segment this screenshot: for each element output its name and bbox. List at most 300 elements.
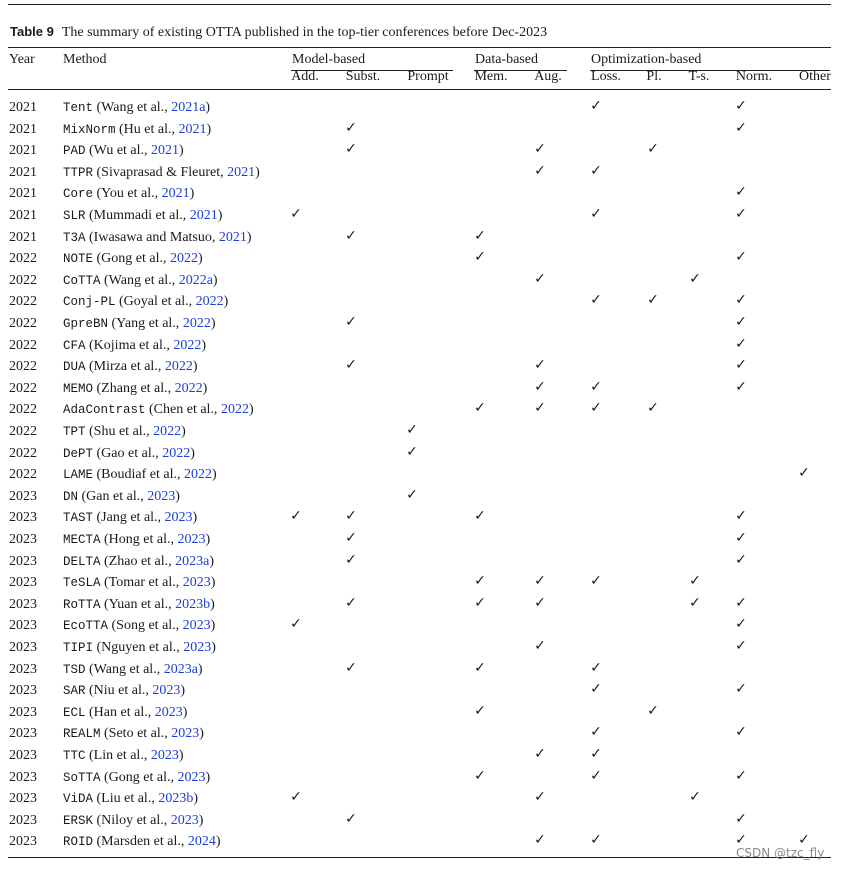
check-mark: ✓ (345, 810, 357, 827)
citation-year-link[interactable]: 2022 (170, 251, 198, 267)
citation-year-link[interactable]: 2023 (147, 488, 176, 504)
check-mark: ✓ (290, 789, 302, 806)
table-row (0, 530, 847, 551)
check-mark: ✓ (590, 659, 602, 676)
method-name: ECL (63, 705, 86, 720)
citation-authors: (Yuan et al., (100, 596, 176, 612)
check-mark: ✓ (735, 767, 747, 784)
method-name: MECTA (63, 533, 101, 547)
group-model-based: Model-based (292, 52, 366, 67)
citation-authors: (Tomar et al., (100, 575, 183, 591)
check-mark: ✓ (590, 724, 602, 741)
citation-year-link[interactable]: 2023 (182, 618, 211, 634)
group-optimization-based: Optimization-based (591, 52, 702, 67)
citation-close: ) (197, 661, 203, 677)
check-mark: ✓ (474, 508, 486, 525)
row-year: 2022 (9, 359, 37, 375)
check-mark: ✓ (735, 810, 747, 827)
citation-authors: (Kojima et al., (85, 337, 174, 353)
citation-authors: (Mirza et al., (85, 359, 165, 375)
citation-close: ) (179, 143, 184, 159)
row-method (63, 359, 197, 375)
citation-year-link[interactable]: 2022 (220, 402, 249, 418)
citation-close: ) (210, 316, 216, 331)
row-year: 2023 (9, 553, 37, 569)
check-mark: ✓ (406, 422, 418, 438)
check-mark: ✓ (345, 119, 357, 136)
citation-authors: (Liu et al., (93, 791, 159, 807)
citation-year-link[interactable]: 2022 (195, 294, 224, 310)
table-row (0, 292, 847, 313)
citation-close: ) (198, 812, 204, 828)
row-year: 2023 (9, 704, 37, 720)
check-mark: ✓ (735, 357, 747, 374)
citation-year-link[interactable]: 2021 (161, 186, 190, 202)
citation-close: ) (212, 467, 217, 483)
citation-close: ) (181, 424, 186, 439)
check-mark: ✓ (647, 400, 659, 417)
row-year: 2023 (9, 532, 37, 547)
citation-close: ) (180, 683, 186, 699)
citation-year-link[interactable]: 2021 (227, 164, 256, 180)
citation-authors: (Han et al., (85, 704, 155, 720)
citation-year-link[interactable]: 2023 (152, 683, 181, 699)
row-method (63, 683, 185, 699)
check-mark: ✓ (590, 206, 602, 222)
check-mark: ✓ (590, 378, 602, 395)
table-row (0, 336, 847, 357)
row-method (63, 251, 203, 267)
check-mark: ✓ (689, 270, 701, 287)
check-mark: ✓ (534, 594, 546, 611)
citation-close: ) (190, 445, 195, 461)
group-data-based: Data-based (475, 52, 538, 67)
subheader-prompt: Prompt (407, 69, 449, 84)
row-year: 2021 (9, 164, 37, 180)
check-mark: ✓ (590, 573, 602, 590)
citation-year-link[interactable]: 2023 (183, 640, 212, 655)
citation-close: ) (210, 575, 216, 591)
check-mark: ✓ (590, 746, 602, 762)
check-mark: ✓ (735, 508, 747, 525)
table-row (0, 638, 847, 659)
method-name: DN (63, 489, 79, 504)
row-method (63, 230, 252, 246)
watermark: CSDN @tzc_fly (736, 846, 825, 860)
citation-authors: (Niu et al., (85, 683, 153, 699)
top-rule (8, 4, 831, 5)
optimization-group-rule (590, 70, 830, 71)
check-mark: ✓ (345, 508, 357, 525)
check-mark: ✓ (590, 767, 602, 784)
citation-close: ) (202, 380, 208, 396)
check-mark: ✓ (735, 206, 747, 222)
check-mark: ✓ (474, 573, 486, 590)
table-row (0, 768, 847, 789)
citation-year-link[interactable]: 2023 (171, 726, 200, 742)
citation-authors: (Jang et al., (93, 510, 165, 526)
subheader-add: Add. (291, 69, 319, 84)
citation-year-link[interactable]: 2022 (184, 467, 212, 483)
check-mark: ✓ (534, 746, 546, 762)
row-year: 2023 (9, 791, 37, 807)
citation-close: ) (212, 272, 218, 288)
check-mark: ✓ (735, 249, 747, 266)
method-name: SoTTA (63, 770, 101, 785)
citation-year-link[interactable]: 2022 (174, 380, 203, 396)
table-row (0, 444, 847, 465)
row-year: 2021 (9, 208, 37, 223)
citation-close: ) (246, 229, 252, 245)
citation-year-link[interactable]: 2023 (177, 769, 206, 785)
check-mark: ✓ (798, 465, 810, 482)
citation-close: ) (178, 748, 184, 763)
citation-year-link[interactable]: 2023 (170, 812, 199, 828)
citation-authors: (Yang et al., (108, 316, 183, 331)
check-mark: ✓ (474, 702, 486, 719)
row-year: 2023 (9, 618, 37, 634)
method-name: MEMO (63, 381, 94, 396)
table-row (0, 271, 847, 292)
method-name: Conj-PL (63, 295, 116, 310)
method-name: ROID (63, 835, 94, 850)
table-caption (10, 24, 547, 41)
citation-close: ) (189, 186, 195, 202)
citation-close: ) (182, 704, 188, 720)
row-method (63, 165, 260, 181)
citation-year-link[interactable]: 2023 (164, 510, 193, 526)
check-mark: ✓ (534, 638, 546, 654)
citation-close: ) (210, 596, 215, 612)
citation-authors: (Zhang et al., (93, 380, 175, 396)
method-name: NOTE (63, 252, 94, 267)
row-year: 2023 (9, 812, 37, 828)
citation-year-link[interactable]: 2023a (175, 553, 210, 569)
citation-close: ) (192, 359, 198, 375)
row-method (63, 316, 215, 332)
citation-close: ) (248, 402, 254, 418)
row-method (63, 748, 184, 764)
method-header: Method (63, 52, 107, 67)
row-method (63, 640, 216, 656)
citation-year-link[interactable]: 2022 (182, 316, 211, 331)
table-row (0, 141, 847, 162)
citation-authors: (Niloy et al., (93, 812, 171, 828)
row-year: 2023 (9, 683, 37, 699)
row-year: 2022 (9, 445, 37, 461)
method-name: LAME (63, 468, 94, 483)
citation-close: ) (205, 100, 211, 115)
citation-year-link[interactable]: 2024 (187, 834, 216, 850)
table-row (0, 552, 847, 573)
row-method (63, 770, 210, 786)
citation-authors: (Shu et al., (85, 424, 154, 439)
subheader-ts: T-s. (688, 69, 710, 84)
table-row (0, 724, 847, 745)
method-name: SAR (63, 684, 86, 699)
row-year: 2021 (9, 121, 37, 137)
row-method (63, 532, 210, 548)
table-row (0, 681, 847, 702)
method-name: PAD (63, 144, 86, 159)
check-mark: ✓ (290, 616, 302, 633)
check-mark: ✓ (735, 724, 747, 741)
method-name: EcoTTA (63, 619, 109, 634)
citation-year-link[interactable]: 2023 (182, 575, 211, 591)
citation-year-link[interactable]: 2023 (177, 532, 206, 547)
row-year: 2023 (9, 575, 37, 591)
table-row (0, 379, 847, 400)
row-method (63, 597, 215, 613)
row-year: 2023 (9, 769, 37, 785)
row-method (63, 122, 211, 138)
citation-close: ) (255, 164, 260, 180)
check-mark: ✓ (735, 681, 747, 698)
check-mark: ✓ (590, 832, 602, 849)
citation-year-link[interactable]: 2022 (153, 424, 182, 439)
check-mark: ✓ (474, 659, 486, 676)
row-year: 2022 (9, 337, 37, 353)
citation-close: ) (206, 121, 212, 137)
citation-authors: (Wang et al., (93, 100, 172, 115)
citation-authors: (Sivaprasad & Fleuret, (93, 164, 228, 180)
check-mark: ✓ (345, 551, 357, 568)
table-row (0, 465, 847, 486)
check-mark: ✓ (474, 400, 486, 417)
method-name: TPT (63, 425, 86, 439)
caption-label: Table 9 (10, 24, 54, 39)
check-mark: ✓ (735, 594, 747, 611)
table-row (0, 811, 847, 832)
method-name: TSD (63, 662, 86, 677)
check-mark: ✓ (534, 357, 546, 374)
table-row (0, 487, 847, 508)
citation-close: ) (175, 488, 180, 504)
method-name: RoTTA (63, 597, 101, 612)
row-year: 2021 (9, 229, 37, 245)
check-mark: ✓ (345, 227, 357, 244)
method-name: ERSK (63, 813, 94, 828)
table-row (0, 314, 847, 335)
method-name: DePT (63, 446, 94, 461)
check-mark: ✓ (689, 594, 701, 611)
table-row (0, 789, 847, 810)
citation-close: ) (209, 553, 215, 569)
method-name: TIPI (63, 641, 94, 655)
check-mark: ✓ (534, 270, 546, 287)
citation-authors: (Wu et al., (85, 143, 152, 159)
check-mark: ✓ (735, 335, 747, 352)
method-name: TTPR (63, 165, 94, 180)
method-name: REALM (63, 727, 101, 742)
method-name: Core (63, 187, 94, 202)
subheader-other: Other (799, 69, 831, 84)
citation-close: ) (201, 337, 207, 353)
citation-authors: (Boudiaf et al., (93, 467, 184, 483)
table-row (0, 660, 847, 681)
check-mark: ✓ (534, 400, 546, 417)
row-method (63, 813, 203, 829)
citation-year-link[interactable]: 2023b (175, 596, 211, 612)
subheader-aug: Aug. (534, 69, 562, 84)
check-mark: ✓ (345, 530, 357, 546)
citation-close: ) (198, 251, 203, 267)
citation-year-link[interactable]: 2022a (178, 272, 213, 288)
citation-authors: (Gong et al., (93, 251, 170, 267)
row-year: 2022 (9, 380, 37, 396)
check-mark: ✓ (345, 659, 357, 676)
check-mark: ✓ (590, 162, 602, 179)
check-mark: ✓ (345, 357, 357, 374)
citation-year-link[interactable]: 2021 (218, 229, 247, 245)
table-row (0, 595, 847, 616)
row-method (63, 402, 254, 418)
table-row (0, 616, 847, 637)
row-year: 2023 (9, 488, 37, 504)
subheader-pl: Pl. (646, 69, 662, 84)
check-mark: ✓ (735, 530, 747, 546)
check-mark: ✓ (474, 767, 486, 784)
row-year: 2023 (9, 834, 37, 850)
method-name: SLR (63, 209, 86, 223)
check-mark: ✓ (290, 206, 302, 222)
row-method (63, 208, 222, 224)
check-mark: ✓ (345, 594, 357, 611)
citation-authors: (Iwasawa and Matsuo, (85, 229, 219, 245)
citation-authors: (Nguyen et al., (93, 640, 184, 655)
citation-authors: (Mummadi et al., (85, 208, 190, 223)
year-header: Year (9, 52, 35, 67)
method-name: CFA (63, 338, 86, 353)
method-name: ViDA (63, 792, 94, 807)
method-name: GpreBN (63, 317, 109, 331)
citation-authors: (Seto et al., (100, 726, 172, 742)
table-row (0, 357, 847, 378)
citation-authors: (Chen et al., (145, 402, 221, 418)
citation-authors: (Wang et al., (100, 272, 179, 288)
row-year: 2023 (9, 726, 37, 742)
caption-text: The summary of existing OTTA published in the top-tier conferences before Dec-2023 (61, 25, 548, 40)
table-row (0, 249, 847, 270)
row-method (63, 489, 180, 505)
check-mark: ✓ (534, 789, 546, 806)
bottom-rule (8, 857, 831, 858)
row-method (63, 554, 214, 570)
check-mark: ✓ (735, 119, 747, 136)
check-mark: ✓ (474, 594, 486, 611)
citation-year-link[interactable]: 2021a (171, 100, 206, 115)
check-mark: ✓ (647, 292, 659, 309)
row-year: 2021 (9, 186, 37, 202)
citation-year-link[interactable]: 2021 (151, 143, 180, 159)
check-mark: ✓ (534, 378, 546, 395)
table-row (0, 703, 847, 724)
row-year: 2022 (9, 424, 37, 439)
row-method (63, 338, 206, 354)
check-mark: ✓ (590, 681, 602, 698)
citation-authors: (Lin et al., (85, 748, 151, 763)
row-method (63, 143, 184, 159)
table-row (0, 163, 847, 184)
citation-close: ) (223, 294, 229, 310)
citation-year-link[interactable]: 2023a (163, 661, 198, 677)
check-mark: ✓ (534, 141, 546, 158)
method-name: DELTA (63, 554, 101, 569)
check-mark: ✓ (534, 832, 546, 849)
citation-year-link[interactable]: 2023b (158, 791, 194, 807)
citation-year-link[interactable]: 2022 (162, 445, 191, 461)
check-mark: ✓ (735, 184, 747, 201)
header-rule (8, 47, 831, 48)
row-method (63, 100, 210, 116)
citation-authors: (You et al., (93, 186, 162, 202)
check-mark: ✓ (406, 443, 418, 460)
check-mark: ✓ (647, 702, 659, 719)
row-year: 2022 (9, 251, 37, 267)
check-mark: ✓ (735, 616, 747, 633)
check-mark: ✓ (798, 832, 810, 849)
table-row (0, 832, 847, 853)
method-name: AdaContrast (63, 403, 146, 418)
check-mark: ✓ (689, 573, 701, 590)
method-name: MixNorm (63, 122, 116, 137)
row-year: 2022 (9, 272, 37, 288)
row-method (63, 186, 194, 202)
citation-authors: (Hong et al., (100, 532, 178, 547)
citation-authors: (Song et al., (108, 618, 183, 634)
table-row (0, 184, 847, 205)
citation-close: ) (217, 208, 223, 223)
method-name: Tent (63, 101, 94, 115)
citation-year-link[interactable]: 2023 (154, 704, 183, 720)
row-method (63, 662, 203, 678)
citation-close: ) (205, 532, 211, 547)
check-mark: ✓ (474, 227, 486, 244)
row-year: 2023 (9, 596, 37, 612)
row-method (63, 705, 187, 721)
citation-year-link[interactable]: 2023 (150, 748, 179, 763)
table-row (0, 573, 847, 594)
table-row (0, 98, 847, 119)
table-row (0, 422, 847, 443)
row-method (63, 424, 186, 440)
citation-year-link[interactable]: 2022 (164, 359, 193, 375)
row-year: 2023 (9, 510, 37, 526)
citation-year-link[interactable]: 2021 (178, 121, 207, 137)
citation-authors: (Goyal et al., (115, 294, 196, 310)
table-row (0, 508, 847, 529)
citation-close: ) (193, 791, 198, 807)
check-mark: ✓ (345, 314, 357, 330)
citation-year-link[interactable]: 2022 (173, 337, 202, 353)
method-name: TeSLA (63, 576, 101, 591)
row-year: 2022 (9, 467, 37, 483)
check-mark: ✓ (735, 832, 747, 849)
row-method (63, 273, 218, 289)
row-year: 2022 (9, 294, 37, 310)
check-mark: ✓ (735, 292, 747, 309)
citation-year-link[interactable]: 2021 (189, 208, 218, 223)
row-year: 2023 (9, 748, 37, 763)
check-mark: ✓ (735, 98, 747, 114)
check-mark: ✓ (534, 162, 546, 179)
subheader-subst: Subst. (345, 69, 381, 84)
table-row (0, 400, 847, 421)
check-mark: ✓ (735, 314, 747, 330)
citation-close: ) (215, 834, 221, 850)
citation-authors: (Gong et al., (100, 769, 178, 785)
check-mark: ✓ (345, 141, 357, 158)
